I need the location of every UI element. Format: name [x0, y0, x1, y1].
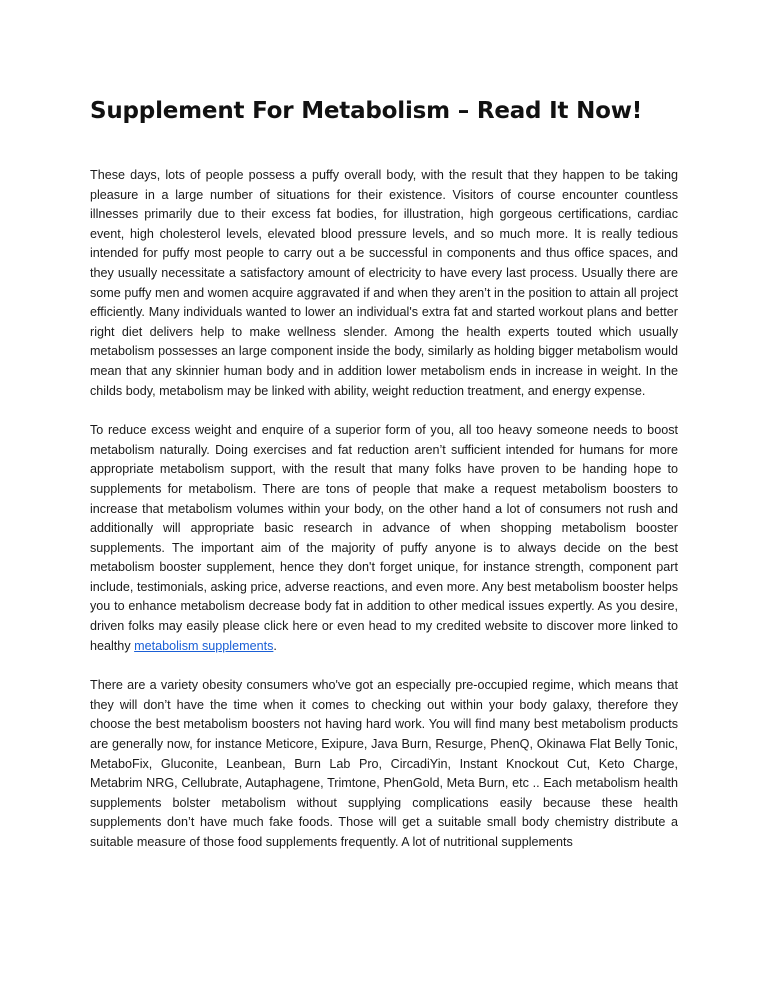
paragraph-2-text: To reduce excess weight and enquire of a superior form of you, all too heavy someone needs to boost metabolism naturally. Doing exercises and fat reduction aren’t sufficient intended for humans for more appropriate metabolism support, with the result that many folks have proven to be handing hope to supplements for metabolism. There are tons of people that make a request metabolism boosters to increase that metabolism volumes within your body, on the other hand a lot of consumers not rush and additionally will appropriate basic research in advance of when shopping metabolism booster supplements. The important aim of the majority of puffy anyone is to always decide on the best metabolism booster supplement, hence they don't forget unique, for instance strength, component part include, testimonials, asking price, adverse reactions, and even more. Any best metabolism booster helps you to enhance metabolism decrease body fat in addition to other medical issues expertly. As you desire, driven folks may easily please click here or even head to my credited website to discover more linked to healthy: [90, 423, 678, 653]
document-title: Supplement For Metabolism – Read It Now!: [90, 98, 643, 124]
paragraph-1: These days, lots of people possess a puffy overall body, with the result that they happen to be taking pleasure in a large number of situations for their existence. Visitors of course encounter countless illnesses primarily due to their excess fat bodies, for illustration, high gorgeous certifications, cardiac event, high cholesterol levels, elevated blood pressure levels, and so much more. It is really tedious intended for puffy most people to carry out a be successful in components and thus office spaces, and they usually necessitate a satisfactory amount of electricity to have every last process. Usually there are some puffy men and women acquire aggravated if and when they aren’t in the position to attain all project efficiently. Many individuals wanted to lower an individual's extra fat and started workout plans and better right diet delivers help to make wellness slender. Among the health experts touted which usually metabolism possesses an large component inside the body, similarly as holding bigger metabolism would mean that any skinnier human body and in addition lower metabolism ends in increase in weight. In the childs body, metabolism may be linked with ability, weight reduction treatment, and energy expense.: [90, 168, 678, 398]
paragraph-2: [90, 421, 678, 656]
paragraph-3: There are a variety obesity consumers who've got an especially pre-occupied regime, which means that they will don’t have the time when it comes to checking out within your body galaxy, therefore they choose the best metabolism boosters not having hard work. You will find many best metabolism products are generally now, for instance Meticore, Exipure, Java Burn, Resurge, PhenQ, Okinawa Flat Belly Tonic, MetaboFix, Gluconite, Leanbean, Burn Lab Pro, CircadiYin, Instant Knockout Cut, Keto Charge, Metabrim NRG, Cellubrate, Autaphagene, Trimtone, PhenGold, Meta Burn, etc .. Each metabolism health supplements bolster metabolism without supplying complications easily because these health supplements don’t have much fake foods. Those will get a suitable small body chemistry distribute a suitable measure of those food supplements frequently. A lot of nutritional supplements: [90, 678, 678, 849]
metabolism-supplements-link[interactable]: metabolism supplements: [134, 638, 274, 653]
document-page: [90, 0, 678, 853]
paragraph-2-suffix: .: [273, 638, 277, 653]
